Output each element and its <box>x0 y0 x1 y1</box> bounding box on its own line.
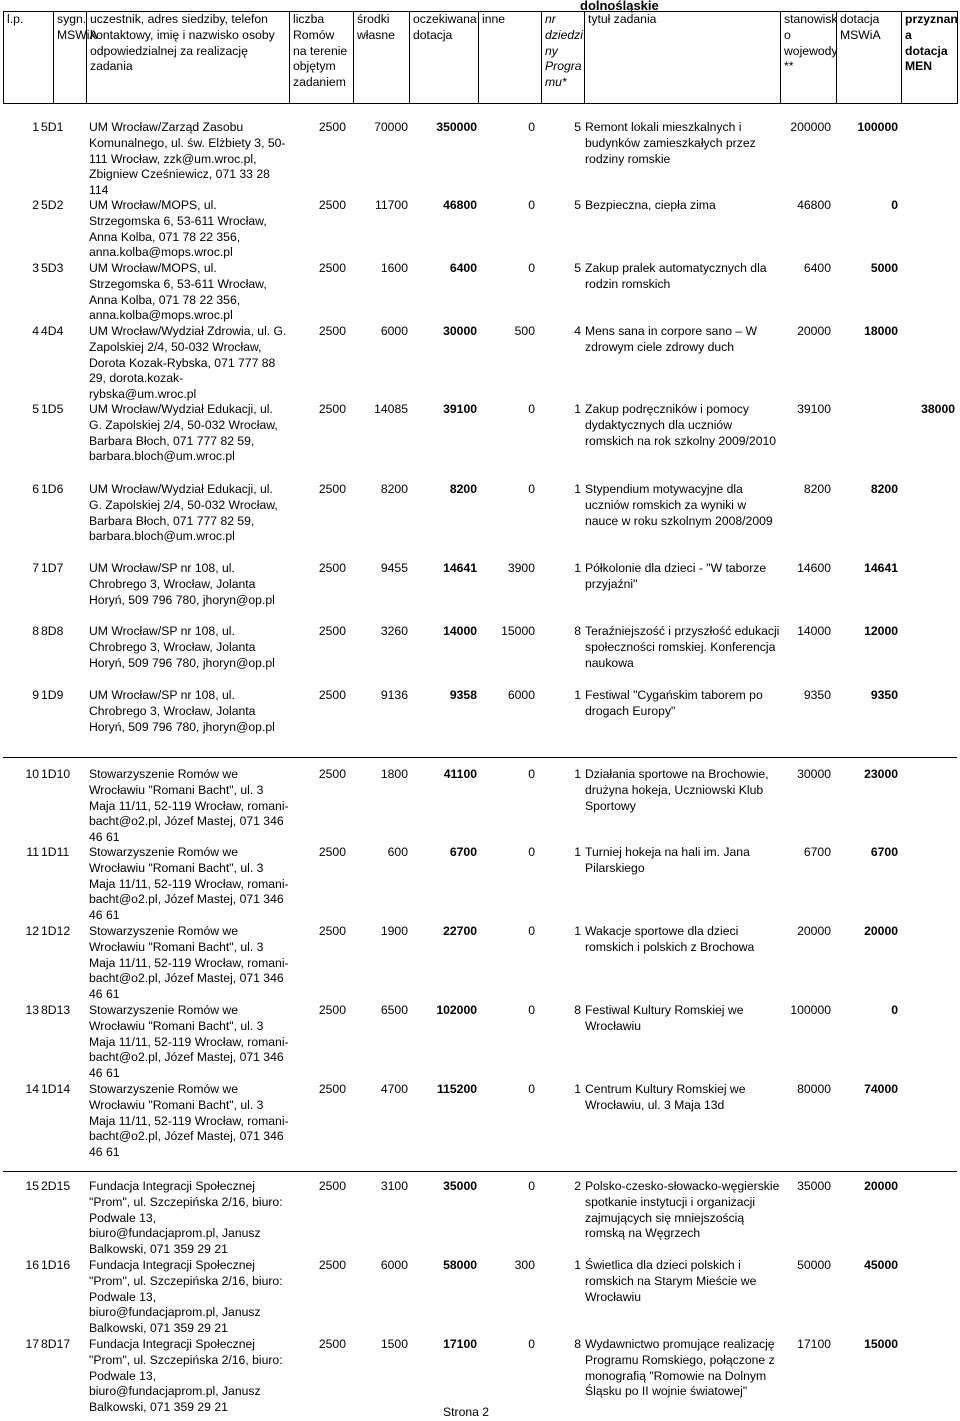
row-task-title: Centrum Kultury Romskiej we Wrocławiu, ul. 3 Maja 13d <box>585 1082 746 1112</box>
row-number: 12 <box>25 924 39 938</box>
row-task-title: Wakacje sportowe dla dzieci romskich i polskich z Brochowa <box>585 924 755 954</box>
header-tytul: tytuł zadania <box>585 12 781 104</box>
row-expected-grant: 14000 <box>443 624 477 638</box>
row-mswia-grant: 14600 <box>797 561 831 575</box>
row-participant: Stowarzyszenie Romów we Wrocławiu "Romani Bacht", ul. 3 Maja 11/11, 52-119 Wrocław, romani-bacht@o2.pl, Józef Mastej, 071 346 46 61 <box>89 767 289 845</box>
row-task-title: Polsko-czesko-słowacko-węgierskie spotkanie instytucji i organizacji zajmujących się mniejszością romską na Węgrzech <box>585 1179 780 1241</box>
row-roma-count: 2500 <box>318 198 346 212</box>
row-code: 1D11 <box>41 845 70 859</box>
row-task-title: Turniej hokeja na hali im. Jana Pilarskiego <box>585 845 750 875</box>
row-participant: UM Wrocław/Wydział Edukacji, ul. G. Zapolskiej 2/4, 50-032 Wrocław, Barbara Błoch, 071 777 82 59, barbara.bloch@um.wroc.pl <box>89 482 278 544</box>
row-men-grant: 100000 <box>857 120 898 134</box>
row-other: 0 <box>528 1003 535 1017</box>
row-own-funds: 1900 <box>380 924 408 938</box>
row-expected-grant: 22700 <box>443 924 477 938</box>
row-expected-grant: 30000 <box>443 324 477 338</box>
row-roma-count: 2500 <box>318 561 346 575</box>
row-expected-grant: 17100 <box>443 1337 477 1351</box>
separator-line <box>3 1171 957 1172</box>
row-participant: UM Wrocław/Wydział Edukacji, ul. G. Zapolskiej 2/4, 50-032 Wrocław, Barbara Błoch, 071 777 82 59, barbara.bloch@um.wroc.pl <box>89 402 278 464</box>
row-code: 1D5 <box>41 402 64 416</box>
row-program-domain: 1 <box>574 845 581 859</box>
row-number: 6 <box>32 482 39 496</box>
row-roma-count: 2500 <box>318 261 346 275</box>
row-number: 16 <box>25 1258 39 1272</box>
row-mswia-grant: 20000 <box>797 324 831 338</box>
row-program-domain: 4 <box>574 324 581 338</box>
row-other: 500 <box>514 324 535 338</box>
row-expected-grant: 6400 <box>449 261 477 275</box>
row-roma-count: 2500 <box>318 482 346 496</box>
row-men-grant: 0 <box>891 198 898 212</box>
row-roma-count: 2500 <box>318 402 346 416</box>
row-program-domain: 1 <box>574 767 581 781</box>
row-program-domain: 5 <box>574 198 581 212</box>
row-number: 4 <box>32 324 39 338</box>
row-men-grant: 12000 <box>864 624 898 638</box>
row-number: 15 <box>25 1179 39 1193</box>
header-stanowisko: stanowisk o wojewody ** <box>781 12 837 104</box>
row-other: 0 <box>528 1082 535 1096</box>
row-roma-count: 2500 <box>318 624 346 638</box>
row-program-domain: 1 <box>574 688 581 702</box>
row-number: 9 <box>32 688 39 702</box>
row-roma-count: 2500 <box>318 845 346 859</box>
row-roma-count: 2500 <box>318 1179 346 1193</box>
row-task-title: Mens sana in corpore sano – W zdrowym ciele zdrowy duch <box>585 324 758 354</box>
separator-line <box>3 757 957 758</box>
header-srodki: środki własne <box>354 12 410 104</box>
row-number: 11 <box>26 845 39 859</box>
row-program-domain: 5 <box>574 120 581 134</box>
row-program-domain: 1 <box>574 402 581 416</box>
row-code: 5D2 <box>41 198 64 212</box>
row-own-funds: 4700 <box>380 1082 408 1096</box>
row-number: 7 <box>32 561 39 575</box>
row-task-title: Zakup pralek automatycznych dla rodzin romskich <box>585 261 767 291</box>
row-mswia-grant: 6700 <box>803 845 831 859</box>
row-mswia-grant: 20000 <box>797 924 831 938</box>
row-mswia-grant: 14000 <box>797 624 831 638</box>
row-own-funds: 1800 <box>380 767 408 781</box>
row-code: 8D17 <box>41 1337 71 1351</box>
row-own-funds: 11700 <box>375 198 408 212</box>
row-number: 5 <box>32 402 39 416</box>
page-title: dolnośląskie <box>580 0 659 13</box>
row-mswia-grant: 200000 <box>790 120 831 134</box>
header-dotacja-mswia: dotacja MSWiA <box>837 12 902 104</box>
header-liczba: liczba Romów na terenie objętym zadaniem <box>290 12 354 104</box>
row-number: 1 <box>32 120 39 134</box>
row-men-grant: 15000 <box>864 1337 898 1351</box>
row-men-grant: 45000 <box>864 1258 898 1272</box>
row-code: 1D7 <box>41 561 64 575</box>
row-other: 0 <box>528 402 535 416</box>
row-expected-grant: 9358 <box>449 688 477 702</box>
row-roma-count: 2500 <box>318 120 346 134</box>
row-task-title: Zakup podręczników i pomocy dydaktycznych dla uczniów romskich na rok szkolny 2009/2010 <box>585 402 777 448</box>
row-mswia-grant: 8200 <box>803 482 831 496</box>
row-roma-count: 2500 <box>318 767 346 781</box>
row-code: 1D9 <box>41 688 64 702</box>
row-program-domain: 5 <box>574 261 581 275</box>
row-program-domain: 8 <box>574 1337 581 1351</box>
row-expected-grant: 41100 <box>443 767 477 781</box>
row-task-title: Teraźniejszość i przyszłość edukacji społeczności romskiej. Konferencja naukowa <box>585 624 780 670</box>
row-expected-grant: 115200 <box>437 1082 477 1096</box>
row-mswia-grant: 30000 <box>797 767 831 781</box>
row-men-grant: 14641 <box>864 561 898 575</box>
row-own-funds: 9455 <box>380 561 408 575</box>
row-own-funds: 9136 <box>380 688 408 702</box>
header-nr: nr dziedzi ny Progra mu* <box>542 12 585 104</box>
row-roma-count: 2500 <box>318 1258 346 1272</box>
row-men-grant: 8200 <box>870 482 898 496</box>
row-code: 1D16 <box>41 1258 71 1272</box>
row-code: 5D3 <box>41 261 64 275</box>
row-other: 6000 <box>507 688 535 702</box>
row-men-grant: 20000 <box>864 924 898 938</box>
row-men-grant: 23000 <box>864 767 898 781</box>
row-number: 8 <box>32 624 39 638</box>
row-other: 0 <box>528 1337 535 1351</box>
row-participant: Stowarzyszenie Romów we Wrocławiu "Romani Bacht", ul. 3 Maja 11/11, 52-119 Wrocław, romani-bacht@o2.pl, Józef Mastej, 071 346 46 61 <box>89 845 289 923</box>
header-inne: inne <box>479 12 542 104</box>
row-roma-count: 2500 <box>318 1003 346 1017</box>
row-other: 0 <box>528 924 535 938</box>
row-expected-grant: 6700 <box>449 845 477 859</box>
row-participant: Stowarzyszenie Romów we Wrocławiu "Romani Bacht", ul. 3 Maja 11/11, 52-119 Wrocław, romani-bacht@o2.pl, Józef Mastej, 071 346 46 61 <box>89 1082 289 1160</box>
row-roma-count: 2500 <box>318 1082 346 1096</box>
row-program-domain: 1 <box>574 1082 581 1096</box>
row-program-domain: 8 <box>574 1003 581 1017</box>
row-task-title: Półkolonie dla dzieci - "W taborze przyjaźni" <box>585 561 767 591</box>
row-other: 0 <box>528 845 535 859</box>
header-przyznana: przyznan a dotacja MEN <box>902 12 958 104</box>
row-other: 0 <box>528 482 535 496</box>
row-men-grant: 6700 <box>870 845 898 859</box>
row-own-funds: 3100 <box>380 1179 408 1193</box>
row-code: 1D10 <box>41 767 71 781</box>
row-own-funds: 1500 <box>380 1337 408 1351</box>
row-number: 10 <box>25 767 39 781</box>
row-participant: UM Wrocław/SP nr 108, ul. Chrobrego 3, Wrocław, Jolanta Horyń, 509 796 780, jhoryn@op.pl <box>89 688 275 734</box>
row-participant: Stowarzyszenie Romów we Wrocławiu "Romani Bacht", ul. 3 Maja 11/11, 52-119 Wrocław, romani-bacht@o2.pl, Józef Mastej, 071 346 46 61 <box>89 924 289 1002</box>
row-code: 1D14 <box>41 1082 71 1096</box>
row-mswia-grant: 80000 <box>797 1082 831 1096</box>
header-lp: l.p. <box>4 12 54 104</box>
row-expected-grant: 8200 <box>449 482 477 496</box>
row-number: 14 <box>25 1082 39 1096</box>
row-expected-grant: 350000 <box>436 120 477 134</box>
row-expected-grant: 46800 <box>443 198 477 212</box>
row-other: 0 <box>528 1179 535 1193</box>
row-expected-grant: 102000 <box>436 1003 477 1017</box>
row-other: 3900 <box>507 561 535 575</box>
row-men-grant: 18000 <box>864 324 898 338</box>
row-mswia-grant: 39100 <box>797 402 831 416</box>
row-code: 1D12 <box>41 924 71 938</box>
row-participant: UM Wrocław/SP nr 108, ul. Chrobrego 3, Wrocław, Jolanta Horyń, 509 796 780, jhoryn@op.pl <box>89 561 275 607</box>
row-code: 8D8 <box>41 624 64 638</box>
row-mswia-grant: 46800 <box>797 198 831 212</box>
row-number: 13 <box>25 1003 39 1017</box>
row-men-grant: 74000 <box>864 1082 898 1096</box>
row-own-funds: 6000 <box>380 1258 408 1272</box>
row-mswia-grant: 100000 <box>790 1003 831 1017</box>
row-program-domain: 1 <box>574 561 581 575</box>
row-code: 1D6 <box>41 482 64 496</box>
row-roma-count: 2500 <box>318 324 346 338</box>
row-own-funds: 3260 <box>380 624 408 638</box>
row-own-funds: 8200 <box>380 482 408 496</box>
row-participant: UM Wrocław/Zarząd Zasobu Komunalnego, ul. św. Elżbiety 3, 50-111 Wrocław, zzk@um.wroc.pl, Zbigniew Cześniewicz, 071 33 28 114 <box>89 120 286 198</box>
header-oczekiwana: oczekiwana dotacja <box>410 12 479 104</box>
row-expected-grant: 39100 <box>443 402 477 416</box>
row-other: 0 <box>528 120 535 134</box>
row-expected-grant: 35000 <box>443 1179 477 1193</box>
table-header <box>3 11 958 104</box>
row-task-title: Działania sportowe na Brochowie, drużyna hokeja, Uczniowski Klub Sportowy <box>585 767 769 813</box>
row-other: 0 <box>528 261 535 275</box>
row-men-grant: 5000 <box>870 261 898 275</box>
row-men-grant: 9350 <box>870 688 898 702</box>
row-participant: UM Wrocław/SP nr 108, ul. Chrobrego 3, Wrocław, Jolanta Horyń, 509 796 780, jhoryn@op.pl <box>89 624 275 670</box>
row-participant: UM Wrocław/MOPS, ul. Strzegomska 6, 53-611 Wrocław, Anna Kolba, 071 78 22 356, anna.kolba@mops.wroc.pl <box>89 261 267 323</box>
row-program-domain: 1 <box>574 1258 581 1272</box>
row-task-title: Festiwal "Cygańskim taborem po drogach Europy" <box>585 688 763 718</box>
row-roma-count: 2500 <box>318 688 346 702</box>
row-number: 17 <box>25 1337 39 1351</box>
row-participant: UM Wrocław/MOPS, ul. Strzegomska 6, 53-611 Wrocław, Anna Kolba, 071 78 22 356, anna.kolba@mops.wroc.pl <box>89 198 267 260</box>
row-program-domain: 1 <box>574 482 581 496</box>
row-own-funds: 6500 <box>380 1003 408 1017</box>
row-code: 4D4 <box>41 324 64 338</box>
row-other: 0 <box>528 198 535 212</box>
row-mswia-grant: 35000 <box>797 1179 831 1193</box>
row-program-domain: 8 <box>574 624 581 638</box>
row-task-title: Bezpieczna, ciepła zima <box>585 198 716 212</box>
header-uczestnik: uczestnik, adres siedziby, telefon kontaktowy, imię i nazwisko osoby odpowiedzialnej za realizację zadania <box>87 12 290 104</box>
row-mswia-grant: 6400 <box>803 261 831 275</box>
row-mswia-grant: 50000 <box>797 1258 831 1272</box>
row-participant: Stowarzyszenie Romów we Wrocławiu "Romani Bacht", ul. 3 Maja 11/11, 52-119 Wrocław, romani-bacht@o2.pl, Józef Mastej, 071 346 46 61 <box>89 1003 289 1081</box>
row-own-funds: 14085 <box>374 402 408 416</box>
row-task-title: Wydawnictwo promujące realizację Programu Romskiego, połączone z monografią "Romowie na Dolnym Śląsku po II wojnie światowej" <box>585 1337 775 1399</box>
row-number: 3 <box>32 261 39 275</box>
row-expected-grant: 58000 <box>443 1258 477 1272</box>
row-mswia-grant: 9350 <box>803 688 831 702</box>
row-participant: Fundacja Integracji Społecznej "Prom", ul. Szczepińska 2/16, biuro: Podwale 13, biuro@fundacjaprom.pl, Janusz Balkowski, 071 359 29 21 <box>89 1337 283 1415</box>
row-other: 0 <box>528 767 535 781</box>
row-men-grant: 38000 <box>921 402 955 416</box>
row-code: 2D15 <box>41 1179 71 1193</box>
row-men-grant: 0 <box>891 1003 898 1017</box>
row-roma-count: 2500 <box>318 1337 346 1351</box>
row-program-domain: 1 <box>574 924 581 938</box>
row-code: 8D13 <box>41 1003 71 1017</box>
row-code: 5D1 <box>41 120 64 134</box>
row-program-domain: 2 <box>574 1179 581 1193</box>
row-task-title: Świetlica dla dzieci polskich i romskich na Starym Mieście we Wrocławiu <box>585 1258 757 1304</box>
row-mswia-grant: 17100 <box>797 1337 831 1351</box>
row-other: 15000 <box>501 624 535 638</box>
header-sygn: sygn. MSWiA <box>54 12 87 104</box>
row-own-funds: 6000 <box>380 324 408 338</box>
row-task-title: Remont lokali mieszkalnych i budynków zamieszkałych przez rodziny romskie <box>585 120 756 166</box>
row-expected-grant: 14641 <box>443 561 477 575</box>
row-task-title: Festiwal Kultury Romskiej we Wrocławiu <box>585 1003 744 1033</box>
row-number: 2 <box>32 198 39 212</box>
row-men-grant: 20000 <box>864 1179 898 1193</box>
page-footer: Strona 2 <box>443 1405 490 1419</box>
row-own-funds: 600 <box>387 845 408 859</box>
row-task-title: Stypendium motywacyjne dla uczniów romskich za wyniki w nauce w roku szkolnym 2008/2009 <box>585 482 773 528</box>
row-participant: UM Wrocław/Wydział Zdrowia, ul. G. Zapolskiej 2/4, 50-032 Wrocław, Dorota Kozak-Rybska, 071 777 88 29, dorota.kozak-rybska@um.wroc.pl <box>89 324 287 402</box>
row-own-funds: 1600 <box>380 261 408 275</box>
row-roma-count: 2500 <box>318 924 346 938</box>
row-own-funds: 70000 <box>374 120 408 134</box>
row-other: 300 <box>514 1258 535 1272</box>
row-participant: Fundacja Integracji Społecznej "Prom", ul. Szczepińska 2/16, biuro: Podwale 13, biuro@fundacjaprom.pl, Janusz Balkowski, 071 359 29 21 <box>89 1258 283 1336</box>
row-participant: Fundacja Integracji Społecznej "Prom", ul. Szczepińska 2/16, biuro: Podwale 13, biuro@fundacjaprom.pl, Janusz Balkowski, 071 359 29 21 <box>89 1179 283 1257</box>
